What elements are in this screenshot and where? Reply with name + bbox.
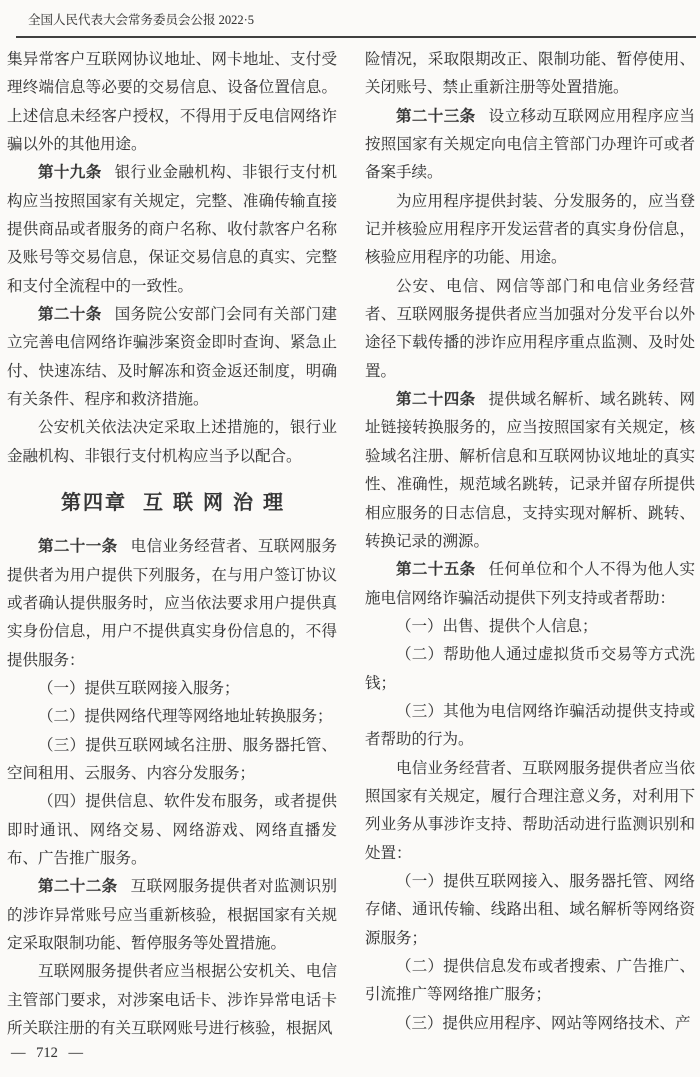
paragraph-text: （一）提供互联网接入、服务器托管、网络存储、通讯传输、线路出租、域名解析等网络资源服务； <box>365 872 695 947</box>
paragraph-text: 公安机关依法决定采取上述措施的，银行业金融机构、非银行支付机构应当予以配合。 <box>7 419 337 465</box>
paragraph <box>7 703 337 731</box>
left-column <box>7 46 337 1043</box>
chapter-number: 第四章 <box>61 492 127 515</box>
article-number: 第二十二条 <box>38 878 118 896</box>
paragraph-text: （三）提供互联网域名注册、服务器托管、空间租用、云服务、内容分发服务； <box>7 736 337 782</box>
paragraph <box>365 46 695 103</box>
paragraph-text: 任何单位和个人不得为他人实施电信网络诈骗活动提供下列支持或者帮助： <box>365 561 695 607</box>
article-number: 第二十五条 <box>396 561 476 579</box>
chapter-heading <box>7 488 337 518</box>
paragraph <box>7 788 337 873</box>
article-number: 第十九条 <box>38 164 102 182</box>
paragraph <box>7 46 337 159</box>
paragraph-text: 银行业金融机构、非银行支付机构应当按照国家有关规定，完整、准确传输直接提供商品或者服务的商户名称、收付款客户名称及账号等交易信息，保证交易信息的真实、完整和支付全流程中的一致性。 <box>7 164 337 295</box>
paragraph-text: 险情况，采取限期改正、限制功能、暂停使用、关闭账号、禁止重新注册等处置措施。 <box>365 51 695 97</box>
paragraph-text: 电信业务经营者、互联网服务提供者为用户提供下列服务，在与用户签订协议或者确认提供服务时，应当依法要求用户提供真实身份信息，用户不提供真实身份信息的，不得提供服务： <box>7 538 337 669</box>
page-header <box>28 11 254 29</box>
paragraph <box>7 958 337 1043</box>
paragraph <box>7 301 337 414</box>
paragraph <box>7 533 337 675</box>
paragraph <box>7 675 337 703</box>
chapter-title: 互联网治理 <box>143 492 293 515</box>
paragraph-text: 电信业务经营者、互联网服务提供者应当依照国家有关规定，履行合理注意义务，对利用下列业务从事涉诈支持、帮助活动进行监测识别和处置： <box>365 759 695 862</box>
paragraph-text: 为应用程序提供封装、分发服务的，应当登记并核验应用程序开发运营者的真实身份信息，核验应用程序的功能、用途。 <box>365 192 695 267</box>
paragraph <box>7 732 337 789</box>
paragraph-text: 设立移动互联网应用程序应当按照国家有关规定向电信主管部门办理许可或者备案手续。 <box>365 107 695 182</box>
paragraph-text: 集异常客户互联网协议地址、网卡地址、支付受理终端信息等必要的交易信息、设备位置信息。上述信息未经客户授权，不得用于反电信网络诈骗以外的其他用途。 <box>7 51 337 154</box>
page-footer <box>11 1044 83 1062</box>
paragraph-text: （二）提供网络代理等网络地址转换服务； <box>38 708 333 726</box>
article-number: 第二十条 <box>38 306 102 324</box>
content-columns <box>7 46 695 1043</box>
paragraph-text: （二）帮助他人通过虚拟货币交易等方式洗钱； <box>365 646 695 692</box>
paragraph-text: （一）提供互联网接入服务； <box>38 679 240 697</box>
paragraph <box>365 868 695 953</box>
header-title: 全国人民代表大会常务委员会公报 2022·5 <box>28 13 255 27</box>
paragraph <box>365 698 695 755</box>
paragraph <box>365 103 695 188</box>
paragraph-text: （三）提供应用程序、网站等网络技术、产 <box>396 1014 691 1032</box>
article-number: 第二十一条 <box>38 538 118 556</box>
paragraph-text: 国务院公安部门会同有关部门建立完善电信网络诈骗涉案资金即时查询、紧急止付、快速冻结、及时解冻和资金返还制度，明确有关条件、程序和救济措施。 <box>7 306 337 409</box>
paragraph <box>365 386 695 556</box>
paragraph-text: 公安、电信、网信等部门和电信业务经营者、互联网服务提供者应当加强对分发平台以外途径下载传播的涉诈应用程序重点监测、及时处置。 <box>365 277 695 380</box>
paragraph-text: （四）提供信息、软件发布服务，或者提供即时通讯、网络交易、网络游戏、网络直播发布、广告推广服务。 <box>7 793 337 867</box>
paragraph <box>365 188 695 273</box>
paragraph <box>7 873 337 958</box>
article-number: 第二十四条 <box>396 391 476 409</box>
paragraph <box>365 953 695 1010</box>
paragraph-text: 提供域名解析、域名跳转、网址链接转换服务的，应当按照国家有关规定，核验域名注册、解析信息和互联网协议地址的真实性、准确性，规范域名跳转，记录并留存所提供相应服务的日志信息，支持实现对解析、跳转、转换记录的溯源。 <box>365 391 695 550</box>
header-rule <box>16 36 696 38</box>
right-column <box>365 46 695 1043</box>
paragraph-text: 互联网服务提供者应当根据公安机关、电信主管部门要求，对涉案电话卡、涉诈异常电话卡所关联注册的有关互联网账号进行核验，根据风 <box>7 963 337 1037</box>
paragraph <box>365 556 695 613</box>
paragraph <box>365 1010 695 1038</box>
paragraph <box>365 641 695 698</box>
article-number: 第二十三条 <box>396 107 476 125</box>
page-number: — 712 — <box>11 1045 83 1061</box>
paragraph-text: （一）出售、提供个人信息； <box>396 617 598 635</box>
paragraph-text: （二）提供信息发布或者搜索、广告推广、引流推广等网络推广服务； <box>365 958 695 1004</box>
paragraph <box>7 159 337 301</box>
paragraph <box>365 755 695 868</box>
paragraph <box>365 273 695 386</box>
paragraph-text: （三）其他为电信网络诈骗活动提供支持或者帮助的行为。 <box>365 702 695 749</box>
paragraph-text: 互联网服务提供者对监测识别的涉诈异常账号应当重新核验，根据国家有关规定采取限制功能、暂停服务等处置措施。 <box>7 878 337 952</box>
paragraph <box>365 613 695 641</box>
paragraph <box>7 414 337 471</box>
